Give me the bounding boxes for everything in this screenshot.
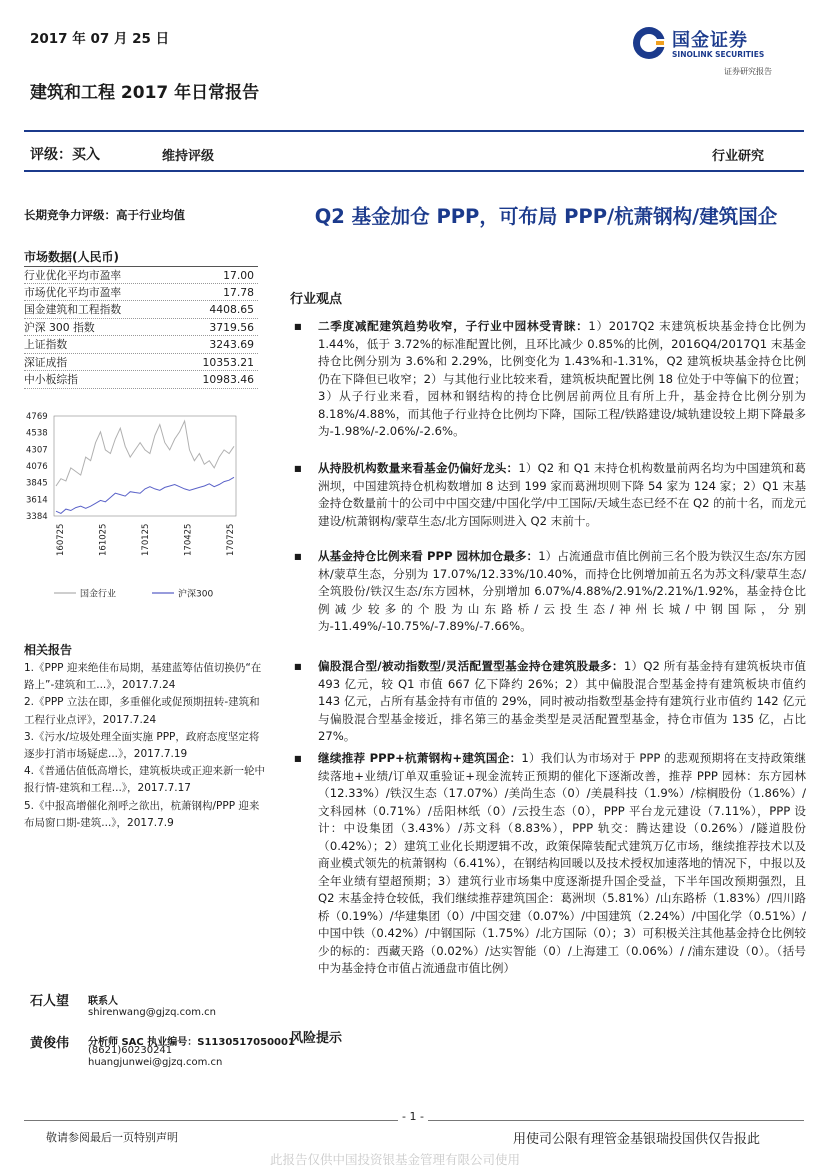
- report-category: 行业研究: [712, 149, 765, 164]
- related-report-item[interactable]: 1.《PPP 迎来绝佳布局期，基建蓝筹估值切换仍“在路上”-建筑和工...》，2017.7.24: [24, 662, 262, 692]
- bullet-square-icon: ■: [294, 322, 302, 331]
- market-row: [24, 336, 258, 354]
- market-row-value: 4408.65: [209, 303, 254, 316]
- market-row-label: 深证成指: [24, 355, 68, 369]
- chart-y-tick-label: 4538: [26, 428, 48, 439]
- market-row-label: 中小板综指: [24, 373, 78, 386]
- bullet-square-icon: ■: [294, 464, 302, 473]
- chart-y-tick-label: 3845: [26, 478, 48, 489]
- rating-status: 维持评级: [162, 149, 215, 164]
- chart-y-tick-label: 4769: [26, 412, 48, 422]
- author-email-1[interactable]: shirenwang@gjzq.com.cn: [88, 1007, 216, 1018]
- bullet-3-text: 1）占流通盘市值比例前三名个股为铁汉生态/东方园林/蒙草生态，分别为 17.07%/12.33%/10.40%，而持仓比例增加前五名为苏文科/蒙草生态/全筑股份/铁汉生态/东方园林，分别增加 6.07%/4.88%/2.91%/2.21%/1.92%，基金持仓比例减少较多的个股为山东路桥/云投生态/神州长城/中钢国际，分别为-11.49%/-10.75%/-7.89%/-7.66%。: [318, 549, 806, 633]
- company-logo: [632, 24, 802, 78]
- bullet-2-lead: 从持股机构数量来看基金仍偏好龙头：: [318, 461, 519, 475]
- rating-divider: [24, 170, 804, 172]
- bullet-5-lead: 继续推荐 PPP+杭萧钢构+建筑国企：: [318, 751, 522, 765]
- market-data-table: [24, 266, 258, 389]
- author-email-2[interactable]: huangjunwei@gjzq.com.cn: [88, 1057, 223, 1068]
- market-row-value: 17.78: [223, 285, 254, 299]
- author-role-1: 联系人: [88, 996, 118, 1007]
- market-row: [24, 266, 258, 284]
- report-headline: Q2 基金加仓 PPP，可布局 PPP/杭萧钢构/建筑国企: [314, 205, 778, 228]
- chart-y-tick-label: 3384: [26, 512, 48, 522]
- footer-notice: 用使司公限有理管金基银瑞投国供仅告报此: [513, 1132, 761, 1147]
- long-term-rating: 长期竞争力评级：高于行业均值: [24, 208, 185, 222]
- market-row: [24, 319, 258, 337]
- bullet-5: [294, 750, 806, 978]
- chart-series-line-hs300: [56, 477, 234, 513]
- risk-section-title: 风险提示: [290, 1031, 343, 1046]
- market-row-label: 国金建筑和工程指数: [24, 303, 122, 316]
- chart-x-tick-label: 170425: [183, 523, 194, 556]
- logo-mark-icon: [632, 26, 666, 60]
- header-divider: [24, 130, 804, 132]
- author-name-2: 黄俊伟: [30, 1036, 70, 1051]
- related-reports-title: 相关报告: [24, 643, 73, 657]
- author-role-2: 分析师 SAC 执业编号：S1130517050001: [88, 1037, 295, 1048]
- market-row-value: 10983.46: [202, 373, 254, 386]
- rating-label: 评级：买入: [30, 147, 100, 163]
- chart-series-line-industry: [56, 421, 234, 486]
- report-series-title: 建筑和工程 2017 年日常报告: [30, 83, 260, 103]
- market-row: [24, 354, 258, 372]
- market-row: [24, 371, 258, 389]
- market-row-value: 17.00: [223, 269, 254, 282]
- author-name-1: 石人望: [30, 994, 70, 1009]
- bullet-4: [294, 658, 806, 746]
- related-report-item[interactable]: 3.《污水/垃圾处理全面实施 PPP，政府态度坚定将逐步打消市场疑虑...》，2017.7.19: [24, 730, 260, 761]
- market-data-title: 市场数据(人民币): [24, 250, 119, 264]
- related-report-item[interactable]: 2.《PPP 立法在即，多重催化或促预期扭转-建筑和工程行业点评》，2017.7.24: [24, 696, 260, 726]
- footer-disclaimer: 敬请参阅最后一页特别声明: [46, 1131, 178, 1144]
- chart-frame: [54, 416, 236, 516]
- related-report-item[interactable]: 4.《普通估值低高增长，建筑板块或正迎来新一轮中报行情-建筑和工程...》，2017.7.17: [24, 765, 266, 795]
- bullet-4-lead: 偏股混合型/被动指数型/灵活配置型基金持仓建筑股最多：: [318, 659, 624, 673]
- market-row: [24, 284, 258, 302]
- market-row-label: 行业优化平均市盈率: [24, 269, 122, 282]
- bullet-5-text: 1）我们认为市场对于 PPP 的悲观预期将在支持政策继续落地+业绩/订单双重验证+现金流转正预期的催化下逐渐改善，推荐 PPP 园林：东方园林（12.33%）/铁汉生态（17.07%）/美尚生态（0）/美晨科技（1.9%）/棕榈股份（1.86%）/文科园林（0.71%）/岳阳林纸（0）/云投生态（0），PPP 平台龙元建设（7.11%），PPP 设计：中设集团（3.43%）/苏文科（8.83%），PPP 轨交：腾达建设（0.26%）/隧道股份（0.42%）；2）建筑工业化长期逻辑不改，政策保障装配式建筑万亿市场，继续推荐技术以及商业模式领先的杭萧钢构（6.41%），在钢结构回暖以及技术授权加速落地的情况下，中报以及全年业绩有望超预期；3）建筑行业市场集中度逐渐提升国企受益，下半年国改预期强烈，且 Q2 末基金持仓较低，我们继续推荐建筑国企：葛洲坝（5.81%）/山东路桥（1.83%）/四川路桥（0.19%）/华建集团（0）/中国交建（0.07%）/中国建筑（2.24%）/中国化学（0.51%）/中国中铁（0.42%）/中钢国际（1.75%）/北方国际（0）；3）可积极关注其他基金持仓比例较少的标的：西藏天路（0.02%）/达实智能（0）/上海建工（0.06%）/ /浦东建设（0）。（括号中为基金持仓市值占流通盘市值比例）: [318, 751, 806, 975]
- chart-y-tick-label: 3614: [26, 495, 48, 506]
- market-row-value: 3719.56: [209, 320, 254, 334]
- report-date: 2017 年 07 月 25 日: [30, 31, 170, 47]
- market-row-label: 市场优化平均市盈率: [24, 285, 122, 299]
- watermark: 此报告仅供中国投资银基金管理有限公司使用: [270, 1152, 521, 1167]
- chart-x-tick-label: 161025: [98, 523, 109, 556]
- bullet-1-text: 1）2017Q2 末建筑板块基金持仓比例为 1.44%，低于 3.72%的标准配置比例，且环比减少 0.85%的比例，2016Q4/2017Q1 末基金持仓比例分别为 3.6%和 2.29%，比例变化为 1.43%和-1.31%，Q2 建筑板块基金持仓比例仍在下降但已收窄；2）与其他行业比较来看，建筑板块配置比例 18 位处于中等偏下的位置；3）从子行业来看，园林和钢结构的持仓比例居前两位且有所上升，基金持仓比例分别为 8.18%/4.88%，而其他子行业持仓比例均下降，国际工程/铁路建设/城轨建设较上期下降最多为-1.98%/-2.06%/-2.6%。: [318, 319, 806, 438]
- chart-x-tick-label: 170725: [226, 523, 236, 556]
- section-title-view: 行业观点: [290, 292, 343, 307]
- bullet-square-icon: ■: [294, 754, 302, 763]
- chart-x-tick-label: 160725: [56, 523, 66, 556]
- bullet-4-text: 1）Q2 所有基金持有建筑板块市值 493 亿元，较 Q1 市值 667 亿下降约 26%；2）其中偏股混合型基金持有建筑板块市值约 143 亿元，占所有基金持有市值的 29%，同时被动指数型基金持有建筑行业市值约 142 亿元与偏股混合型基金接近，排名第三的基金类型是灵活配置型基金，持仓市值为 135 亿，占比 27%。: [318, 659, 806, 743]
- related-report-item[interactable]: 5.《中报高增催化剂呼之欲出，杭萧钢构/PPP 迎来布局窗口期-建筑...》，2017.7.9: [24, 799, 260, 829]
- market-row-value: 3243.69: [209, 338, 254, 351]
- bullet-3-lead: 从基金持仓比例来看 PPP 园林加仓最多：: [318, 549, 539, 563]
- bullet-square-icon: ■: [294, 552, 302, 561]
- author-phone-2: (8621)60230241: [88, 1045, 173, 1056]
- logo-text-cn: 国金证券: [672, 30, 748, 51]
- market-row-value: 10353.21: [202, 355, 254, 369]
- market-row: [24, 301, 258, 319]
- logo-subtitle: 证券研究报告: [724, 67, 772, 76]
- bullet-3: [294, 548, 806, 636]
- bullet-square-icon: ■: [294, 662, 302, 671]
- index-comparison-chart: [24, 410, 260, 610]
- bullet-2-text: 1）Q2 和 Q1 末持仓机构数量前两名均为中国建筑和葛洲坝，中国建筑持仓机构数增加 8 达到 199 家而葛洲坝则下降 54 家为 124 家；2）Q1 末基金持仓数量前十的公司中中国交建/中国化学/中工国际/天域生态已经不在 Q2 的前十名，而龙元建设/杭萧钢构/蒙草生态/北方国际则进入 Q2 末前十。: [318, 461, 806, 528]
- bullet-1: [294, 318, 806, 441]
- market-row-label: 上证指数: [24, 338, 68, 351]
- chart-legend-label: 沪深300: [178, 589, 214, 600]
- chart-y-tick-label: 4076: [26, 462, 48, 472]
- chart-legend-label: 国金行业: [80, 589, 117, 600]
- market-row-label: 沪深 300 指数: [24, 320, 95, 334]
- bullet-1-lead: 二季度减配建筑趋势收窄，子行业中园林受青睐：: [318, 319, 589, 333]
- bullet-2: [294, 460, 806, 530]
- related-reports-list: [24, 660, 268, 832]
- logo-text-en: SINOLINK SECURITIES: [672, 50, 765, 59]
- chart-x-tick-label: 170125: [141, 523, 151, 556]
- page-number: - 1 -: [398, 1110, 428, 1123]
- chart-y-tick-label: 4307: [26, 445, 48, 456]
